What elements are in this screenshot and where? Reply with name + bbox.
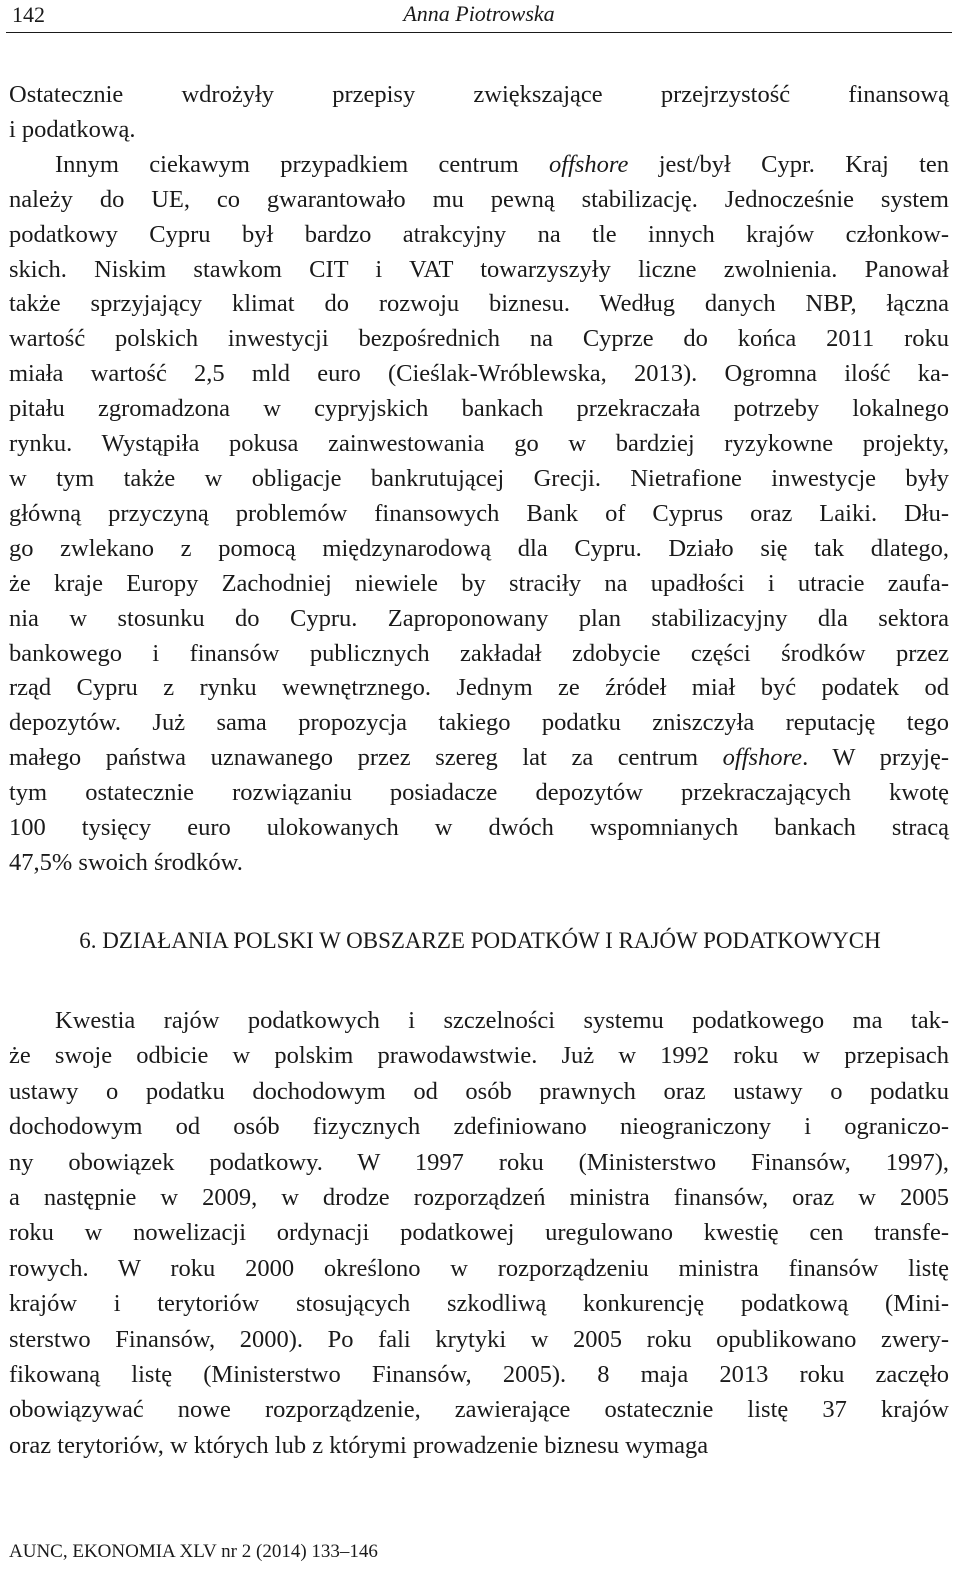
section-heading: 6. DZIAŁANIA POLSKI W OBSZARZE PODATKÓW I RAJÓW PODATKOWYCH <box>79 928 881 953</box>
running-head-author: Anna Piotrowska <box>403 1 555 26</box>
page-number: 142 <box>12 2 45 27</box>
journal-citation-footer: AUNC, EKONOMIA XLV nr 2 (2014) 133–146 <box>9 1541 378 1562</box>
body-paragraph: Kwestia rajów podatkowych i szczelności systemu podatkowego ma tak- że swoje odbicie w polskim prawodawstwie. Już w 1992 roku w przepisach ustawy o podatku dochodowym od osób prawnych oraz ustawy o podatku dochodowym od osób fizycznych zdefiniowano nieograniczony i ograniczo- ny obowiązek podatkowy. W 1997 roku (Ministerstwo Finansów, 1997), a następnie w 2009, w drodze rozporządzeń ministra finansów, oraz w 2005 roku w nowelizacji ordynacji podatkowej uregulowano kwestię cen transfe- rowych. W roku 2000 określono w rozporządzeniu ministra finansów listę krajów i terytoriów stosujących szkodliwą konkurencję podatkową (Mini- sterstwo Finansów, 2000). Po fali krytyki w 2005 roku opublikowano zwery- fikowaną listę (Ministerstwo Finansów, 2005). 8 maja 2013 roku zaczęło obowiązywać nowe rozporządzenie, zawierające ostatecznie listę 37 krajów oraz terytoriów, w których lub z którymi prowadzenie biznesu wymaga <box>9 1007 949 1459</box>
body-paragraph: Ostatecznie wdrożyły przepisy zwiększające przejrzystość finansową i podatkową. Innym ciekawym przypadkiem centrum offshore jest/był Cypr. Kraj ten należy do UE, co gwarantowało mu pewną stabilizację. Jednocześnie system podatkowy Cypru był bardzo atrakcyjny na tle innych krajów członkow- skich. Niskim stawkom CIT i VAT towarzyszyły liczne zwolnienia. Panował także sprzyjający klimat do rozwoju biznesu. Według danych NBP, łączna wartość polskich inwestycji bezpośrednich na Cyprze do końca 2011 roku miała wartość 2,5 mld euro (Cieślak-Wróblewska, 2013). Ogromna ilość ka- pitału zgromadzona w cypryjskich bankach przekraczała potrzeby lokalnego rynku. Wystąpiła pokusa zainwestowania go w bardziej ryzykowne projekty, w tym także w obligacje bankrutującej Grecji. Nietrafione inwestycje były główną przyczyną problemów finansowych Bank of Cyprus oraz Laiki. Dłu- go zwlekano z pomocą międzynarodową dla Cypru. Działo się tak dlatego, że kraje Europy Zachodniej niewiele by straciły na upadłości i utracie zaufa- nia w stosunku do Cypru. Zaproponowany plan stabilizacyjny dla sektora bankowego i finansów publicznych zakładał zdobycie części środków przez rząd Cypru z rynku wewnętrznego. Jednym ze źródeł miał być podatek od depozytów. Już sama propozycja takiego podatku zniszczyła reputację tego małego państwa uznawanego przez szereg lat za centrum offshore. W przyję- tym ostatecznie rozwiązaniu posiadacze depozytów przekraczających kwotę 100 tysięcy euro ulokowanych w dwóch wspomnianych bankach stracą 47,5% swoich środków. <box>9 81 949 876</box>
page-header <box>6 0 952 33</box>
